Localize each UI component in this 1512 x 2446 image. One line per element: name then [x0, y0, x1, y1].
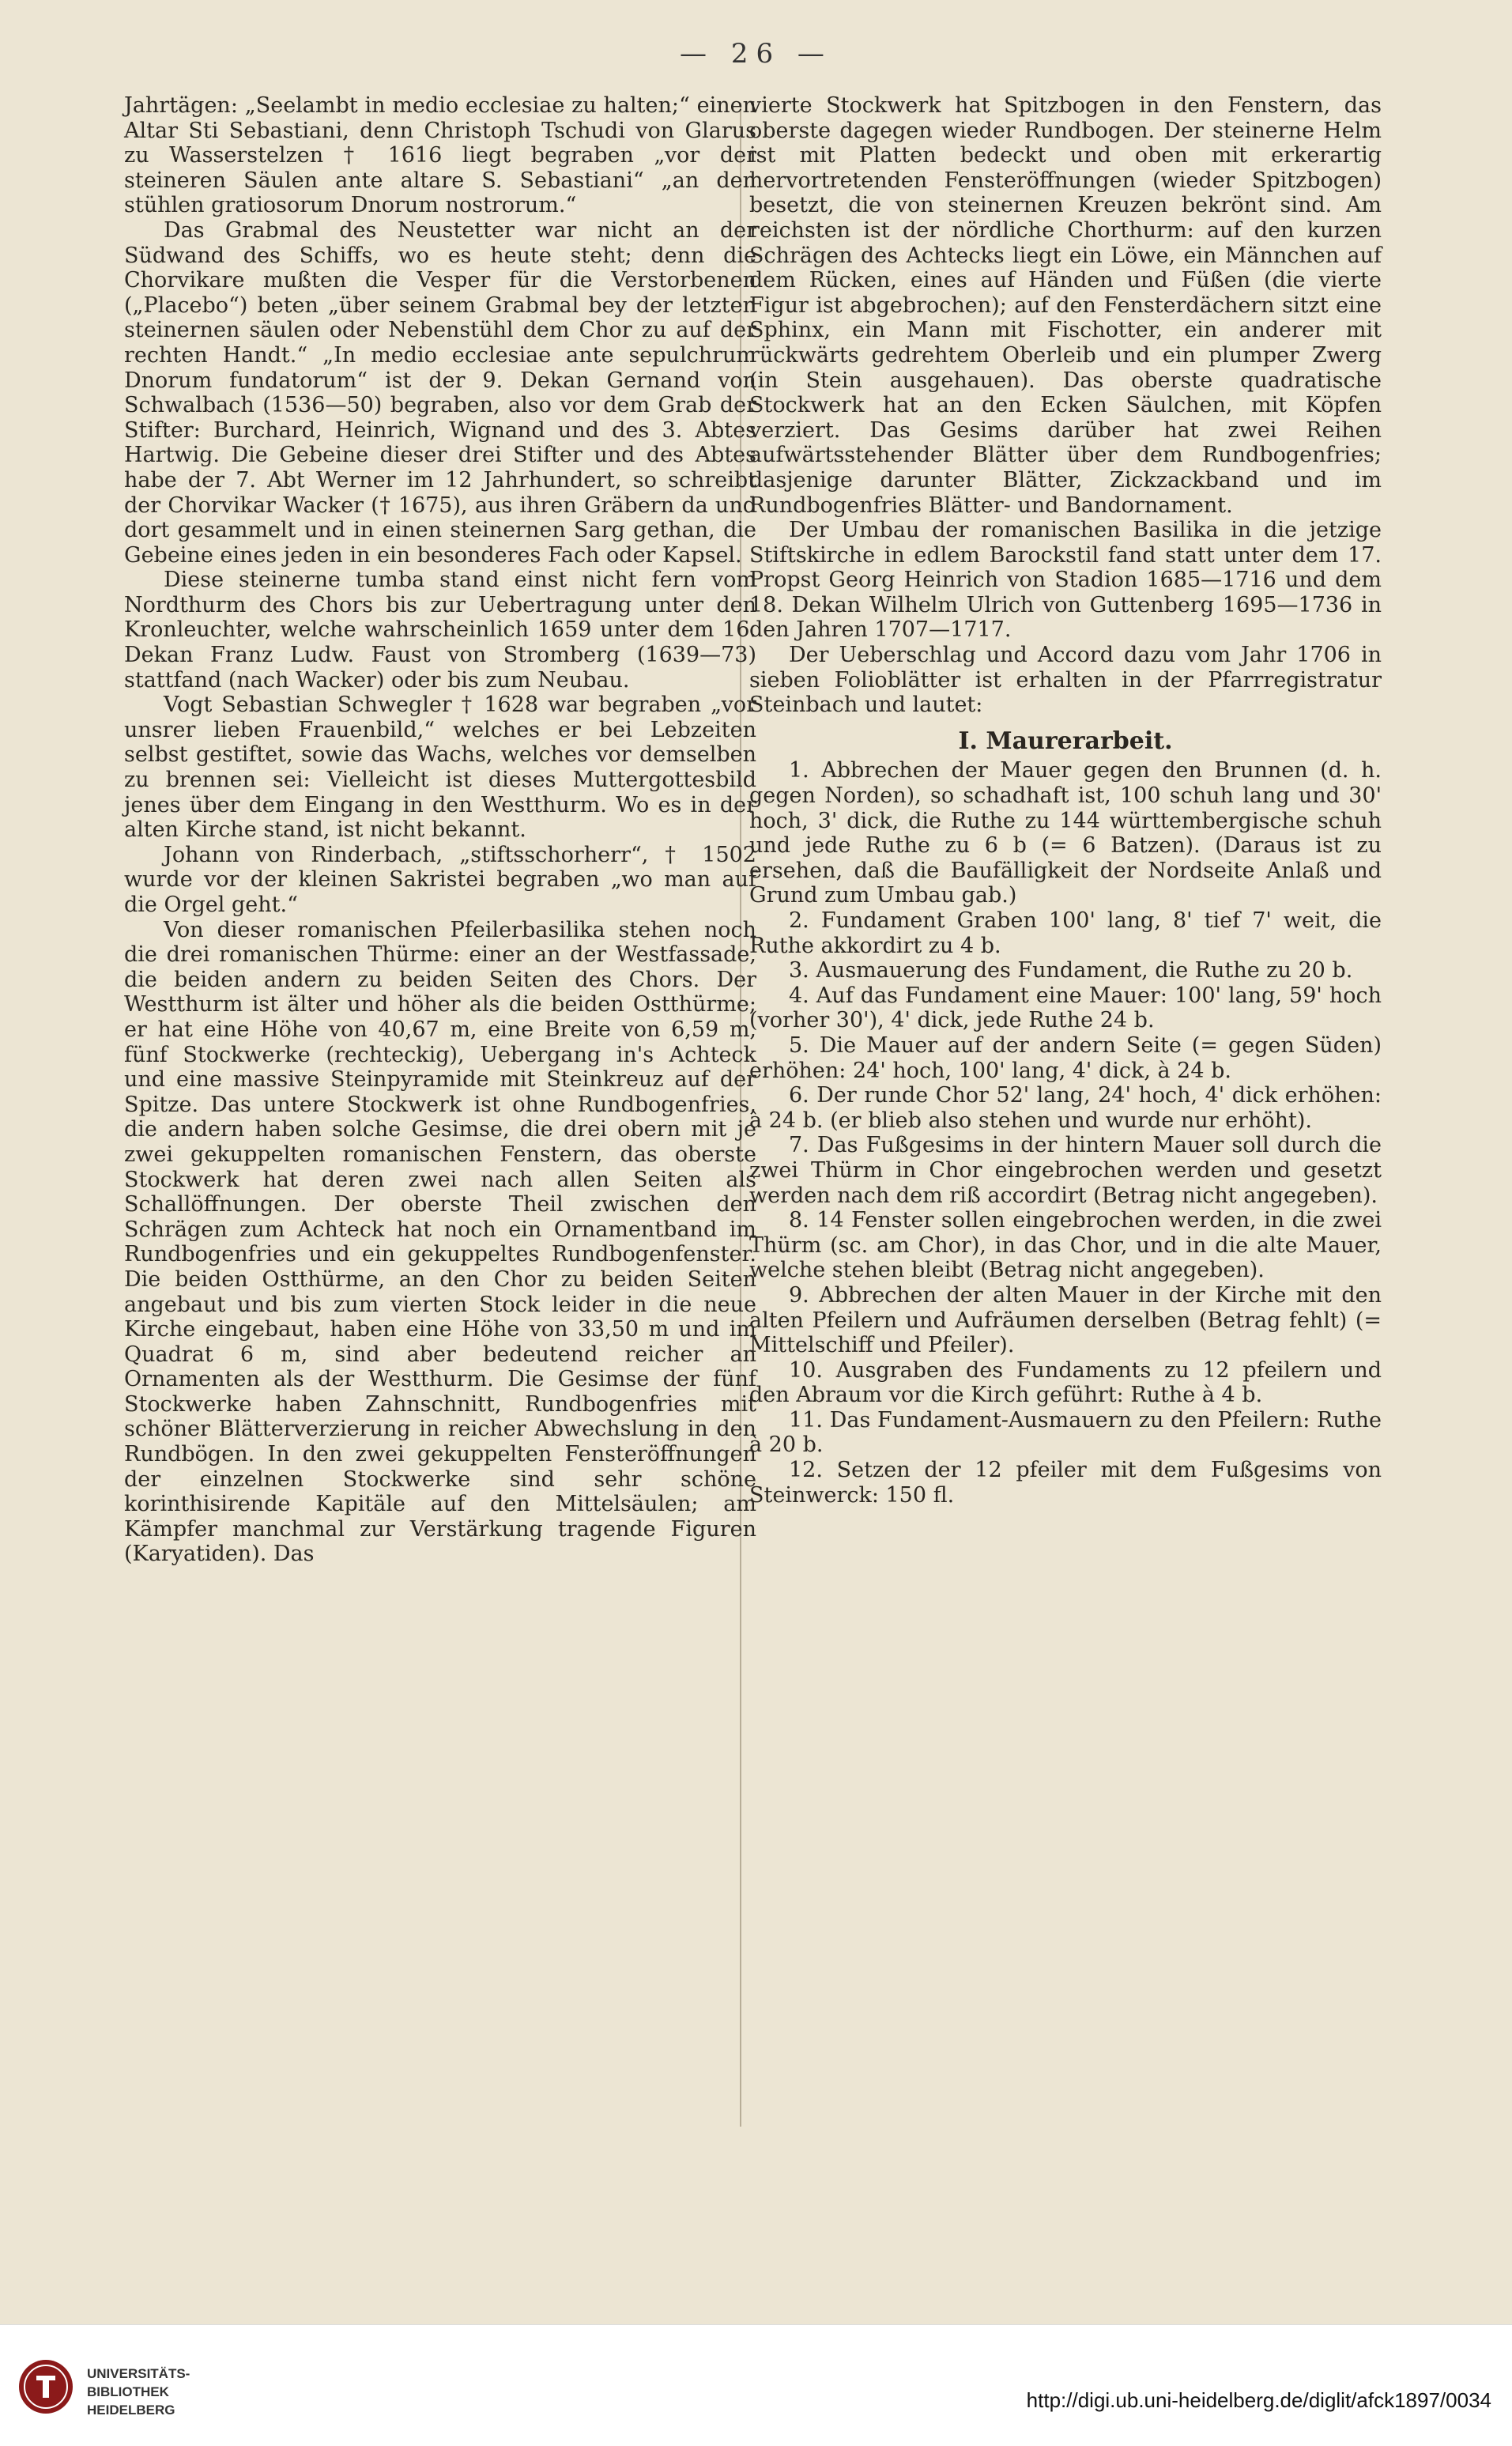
paragraph: Das Grabmal des Neustetter war nicht an der Südwand des Schiffs, wo es heute steht; denn die Chorvikare mußten die Vesper für die Verstorbenen („Placebo“) beten „über seinem Grabmal bey der letzten steinernen säulen oder Nebenstühl dem Chor zu auf der rechten Handt.“ „In medio ecclesiae ante sepulchrum Dnorum fundatorum“ ist der 9. Dekan Gernand von Schwalbach (1536—50) begraben, also vor dem Grab der Stifter: Burchard, Heinrich, Wignand und des 3. Abtes Hartwig. Die Gebeine dieser drei Stifter und des Abtes habe der 7. Abt Werner im 12 Jahrhundert, so schreibt der Chorvikar Wacker († 1675), aus ihren Gräbern da und dort gesammelt und in einen steinernen Sarg gethan, die Gebeine eines jeden in ein besonderes Fach oder Kapsel.	[124, 217, 756, 568]
paragraph: 4. Auf das Fundament eine Mauer: 100' lang, 59' hoch (vorher 30'), 4' dick, jede Ruthe 24 b.	[749, 983, 1382, 1033]
paragraph: Jahrtägen: „Seelambt in medio ecclesiae zu halten;“ einen Altar Sti Sebastiani, denn Christoph Tschudi von Glarus zu Wasserstelzen † 1616 liegt begraben „vor der steineren Säulen ante altare S. Sebastiani“ „an den stühlen gratiosorum Dnorum nostrorum.“	[124, 93, 756, 218]
paragraph: 2. Fundament Graben 100' lang, 8' tief 7' weit, die Ruthe akkordirt zu 4 b.	[749, 908, 1382, 958]
paragraph: 1. Abbrechen der Mauer gegen den Brunnen (d. h. gegen Norden), so schadhaft ist, 100 schuh lang und 30' hoch, 3' dick, die Ruthe zu 144 württembergische schuh und jede Ruthe zu 6 b (= 6 Batzen). (Daraus ist zu ersehen, daß die Baufälligkeit der Nordseite Anlaß und Grund zum Umbau gab.)	[749, 758, 1382, 908]
paragraph: 12. Setzen der 12 pfeiler mit dem Fußgesims von Steinwerck: 150 fl.	[749, 1458, 1382, 1508]
paragraph: 6. Der runde Chor 52' lang, 24' hoch, 4' dick erhöhen: à 24 b. (er blieb also stehen und wurde nur erhöht).	[749, 1083, 1382, 1133]
paragraph: Johann von Rinderbach, „stiftsschorherr“, † 1502 wurde vor der kleinen Sakristei begraben „wo man auf die Orgel geht.“	[124, 842, 756, 917]
library-name	[87, 2365, 190, 2419]
right-column	[749, 93, 1382, 1508]
library-line-3: HEIDELBERG	[87, 2403, 175, 2418]
paragraph: 3. Ausmauerung des Fundament, die Ruthe zu 20 b.	[789, 958, 1353, 983]
paragraph: 5. Die Mauer auf der andern Seite (= gegen Süden) erhöhen: 24' hoch, 100' lang, 4' dick, à 24 b.	[749, 1032, 1382, 1083]
paragraph: 11. Das Fundament-Ausmauern zu den Pfeilern: Ruthe à 20 b.	[749, 1407, 1382, 1458]
university-seal-icon	[17, 2358, 74, 2415]
paragraph: Der Ueberschlag und Accord dazu vom Jahr 1706 in sieben Folioblätter ist erhalten in der Pfarrregistratur Steinbach und lautet:	[749, 643, 1382, 718]
paragraph: 8. 14 Fenster sollen eingebrochen werden, in die zwei Thürm (sc. am Chor), in das Chor, und in die alte Mauer, welche stehen bleibt (Betrag nicht angegeben).	[749, 1208, 1382, 1283]
left-column	[124, 93, 756, 1567]
paragraph: 10. Ausgraben des Fundaments zu 12 pfeilern und den Abraum vor die Kirch geführt: Ruthe à 4 b.	[749, 1357, 1382, 1408]
library-line-1: UNIVERSITÄTS-	[87, 2366, 190, 2381]
paragraph: Vogt Sebastian Schwegler † 1628 war begraben „vor unsrer lieben Frauenbild,“ welches er bei Lebzeiten selbst gestiftet, sowie das Wachs, welches vor demselben zu brennen sei: Vielleicht ist dieses Muttergottesbild jenes über dem Eingang in den Westthurm. Wo es in der alten Kirche stand, ist nicht bekannt.	[124, 693, 756, 843]
library-line-2: BIBLIOTHEK	[87, 2384, 169, 2399]
page-number: — 26 —	[680, 38, 832, 70]
paragraph: vierte Stockwerk hat Spitzbogen in den Fenstern, das oberste dagegen wieder Rundbogen. Der steinerne Helm ist mit Platten bedeckt und oben mit erkerartig hervortretenden Fensteröffnungen (wieder Spitzbogen) besetzt, die von steinernen Kreuzen bekrönt sind. Am reichsten ist der nördliche Chorthurm: auf den kurzen Schrägen des Achtecks liegt ein Löwe, ein Männchen auf dem Rücken, eines auf Händen und Füßen (die vierte Figur ist abgebrochen); auf den Fensterdächern sitzt eine Sphinx, ein Mann mit Fischotter, ein anderer mit rückwärts gedrehtem Oberleib und ein plumper Zwerg (in Stein ausgehauen). Das oberste quadratische Stockwerk hat an den Ecken Säulchen, mit Köpfen verziert. Das Gesims darüber hat zwei Reihen aufwärtsstehender Blätter über dem Rundbogenfries; dasjenige darunter Blätter, Zickzackband und im Rundbogenfries Blätter- und Bandornament.	[749, 93, 1382, 518]
paragraph: 7. Das Fußgesims in der hintern Mauer soll durch die zwei Thürm in Chor eingebrochen werden und gesetzt werden nach dem riß accordirt (Betrag nicht angegeben).	[749, 1133, 1382, 1208]
section-heading: I. Maurerarbeit.	[958, 727, 1173, 755]
paragraph: 9. Abbrechen der alten Mauer in der Kirche mit den alten Pfeilern und Aufräumen derselben (Betrag fehlt) (= Mittelschiff und Pfeiler).	[749, 1282, 1382, 1358]
footer-bar	[0, 2324, 1512, 2446]
paragraph: Der Umbau der romanischen Basilika in die jetzige Stiftskirche in edlem Barockstil fand statt unter dem 17. Propst Georg Heinrich von Stadion 1685—1716 und dem 18. Dekan Wilhelm Ulrich von Guttenberg 1695—1736 in den Jahren 1707—1717.	[749, 518, 1382, 643]
source-url-link[interactable]: http://digi.ub.uni-heidelberg.de/diglit/afck1897/0034	[1026, 2388, 1491, 2412]
paragraph: Von dieser romanischen Pfeilerbasilika stehen noch die drei romanischen Thürme: einer an der Westfassade, die beiden andern zu beiden Seiten des Chors. Der Westthurm ist älter und höher als die beiden Ostthürme; er hat eine Höhe von 40,67 m, eine Breite von 6,59 m, fünf Stockwerke (rechteckig), Uebergang in's Achteck und eine massive Steinpyramide mit Steinkreuz auf der Spitze. Das untere Stockwerk ist ohne Rundbogenfries, die andern haben solche Gesimse, die drei obern mit je zwei gekuppelten romanischen Fenstern, das oberste Stockwerk hat deren zwei nach allen Seiten als Schallöffnungen. Der oberste Theil zwischen den Schrägen zum Achteck hat noch ein Ornamentband im Rundbogenfries und ein gekuppeltes Rundbogenfenster. Die beiden Ostthürme, an den Chor zu beiden Seiten angebaut und bis zum vierten Stock leider in die neue Kirche eingebaut, haben eine Höhe von 33,50 m und im Quadrat 6 m, sind aber bedeutend reicher an Ornamenten als der Westthurm. Die Gesimse der fünf Stockwerke haben Zahnschnitt, Rundbogenfries mit schöner Blätterverzierung in reicher Abwechslung in den Rundbögen. In den zwei gekuppelten Fensteröffnungen der einzelnen Stockwerke sind sehr schöne korinthisirende Kapitäle auf den Mittelsäulen; am Kämpfer manchmal zur Verstärkung tragende Figuren (Karyatiden). Das	[124, 917, 756, 1567]
paragraph: Diese steinerne tumba stand einst nicht fern vom Nordthurm des Chors bis zur Uebertragung unter den Kronleuchter, welche wahrscheinlich 1659 unter dem 16. Dekan Franz Ludw. Faust von Stromberg (1639—73) stattfand (nach Wacker) oder bis zum Neubau.	[124, 568, 756, 693]
